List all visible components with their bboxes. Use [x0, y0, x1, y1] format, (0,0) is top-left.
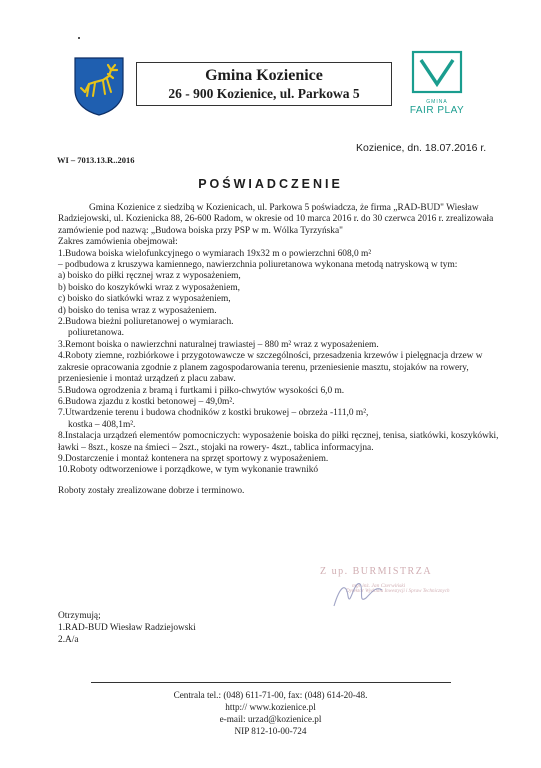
fair-play-text: FAIR PLAY: [409, 105, 465, 116]
scan-speck: [78, 37, 80, 39]
scope-item: c) boisko do siatkówki wraz z wyposażeniem,: [58, 294, 231, 305]
recipients-block: [58, 610, 196, 646]
footer-email[interactable]: e-mail: urzad@kozienice.pl: [219, 714, 322, 724]
scope-item: 3.Remont boiska o nawierzchni naturalnej trawiastej – 880 m² wraz z wyposażeniem.: [58, 339, 379, 350]
footer: [0, 682, 541, 737]
header-box: [136, 62, 392, 106]
place-date: Kozienice, dn. 18.07.2016 r.: [356, 142, 487, 154]
stamp-line-1: Z up. BURMISTRZA: [320, 566, 433, 577]
closing-statement: Roboty zostały zrealizowane dobrze i terminowo.: [58, 485, 245, 496]
scope-item: 2.Budowa bieżni poliuretanowej o wymiarach.: [58, 317, 234, 328]
scope-item: 4.Roboty ziemne, rozbiórkowe i przygotowawcze w szczególności, przesadzenia krzewów i pielęgnacja drzew w zakresie opracowania zgodnie z planem zagospodarowania terenu, przeniesienie masztu, stojaków na rowery, przeniesienie i montaż urządzeń z placu zabaw.: [58, 351, 483, 385]
scope-label: Zakres zamówienia obejmował:: [58, 237, 178, 248]
coat-of-arms-icon: [73, 56, 125, 116]
scope-item: 7.Utwardzenie terenu i budowa chodników z kostki brukowej – obrzeża -111,0 m²,: [58, 408, 369, 419]
municipality-name: Gmina Kozienice: [205, 67, 323, 84]
scope-item: 8.Instalacja urządzeń elementów pomocniczych: wyposażenie boiska do piłki ręcznej, tenisa, siatkówki, koszykówki, ławki – 8szt., kosze na śmieci – 2szt., stojaki na rowery- 4szt., tablica informacyjna.: [58, 431, 499, 453]
scope-item: kostka – 408,1m².: [68, 419, 136, 430]
scope-item: – podbudowa z kruszywa kamiennego, nawierzchnia poliuretanowa wykonana metodą natryskową w tym:: [58, 260, 458, 271]
recipient-item: 2.A/a: [58, 635, 79, 645]
fair-play-small-text: GMINA: [426, 99, 448, 105]
scope-item: 6.Budowa zjazdu z kostki betonowej – 49,0m².: [58, 396, 235, 407]
scope-item: poliuretanowa.: [68, 328, 124, 339]
stamp-line-2: mgr inż. Jan Czerwiński: [352, 583, 406, 589]
footer-nip: NIP 812-10-00-724: [234, 726, 307, 736]
scope-item: 5.Budowa ogrodzenia z bramą i furtkami i piłko-chwytów wysokości 6,0 m.: [58, 385, 345, 396]
footer-web-link[interactable]: http:// www.kozienice.pl: [225, 702, 316, 712]
scope-item: a) boisko do piłki ręcznej wraz z wyposażeniem,: [58, 271, 241, 282]
stamp-line-3: Dyrektor Wydziału Inwestycji i Spraw Technicznych: [346, 589, 450, 594]
municipality-address: 26 - 900 Kozienice, ul. Parkowa 5: [168, 86, 360, 101]
scope-item: 10.Roboty odtworzeniowe i porządkowe, w tym wykonanie trawnikó: [58, 465, 319, 476]
reference-number: WI – 7013.13.R..2016: [57, 155, 135, 165]
scope-item: b) boisko do koszykówki wraz z wyposażeniem,: [58, 282, 240, 293]
fair-play-check-icon: [407, 50, 467, 96]
footer-divider: [91, 682, 451, 683]
recipient-item: 1.RAD-BUD Wiesław Radziejowski: [58, 623, 196, 633]
document-body: [58, 203, 504, 497]
scope-item: d) boisko do tenisa wraz z wyposażeniem.: [58, 305, 217, 316]
footer-phone: Centrala tel.: (048) 611-71-00, fax: (048) 614-20-48.: [173, 690, 368, 700]
scope-item: 9.Dostarczenie i montaż kontenera na sprzęt sportowy z wyposażeniem.: [58, 453, 329, 464]
scope-item: 1.Budowa boiska wielofunkcyjnego o wymiarach 19x32 m o powierzchni 608,0 m²: [58, 248, 372, 259]
fair-play-logo: [405, 50, 469, 120]
document-title: POŚWIADCZENIE: [198, 177, 343, 191]
signature: [330, 576, 390, 616]
recipients-label: Otrzymują;: [58, 611, 101, 621]
intro-paragraph: Gmina Kozienice z siedzibą w Kozienicach, ul. Parkowa 5 poświadcza, że firma „RAD-BUD" Wiesław Radziejowski, ul. Kozienicka 88, 26-600 Radom, w okresie od 10 marca 2016 r. do 30 czerwca 2016 r. zrealizowała zamówienie pod nazwą: „Budowa boiska przy PSP w m. Wólka Tyrzyńska": [58, 203, 494, 236]
